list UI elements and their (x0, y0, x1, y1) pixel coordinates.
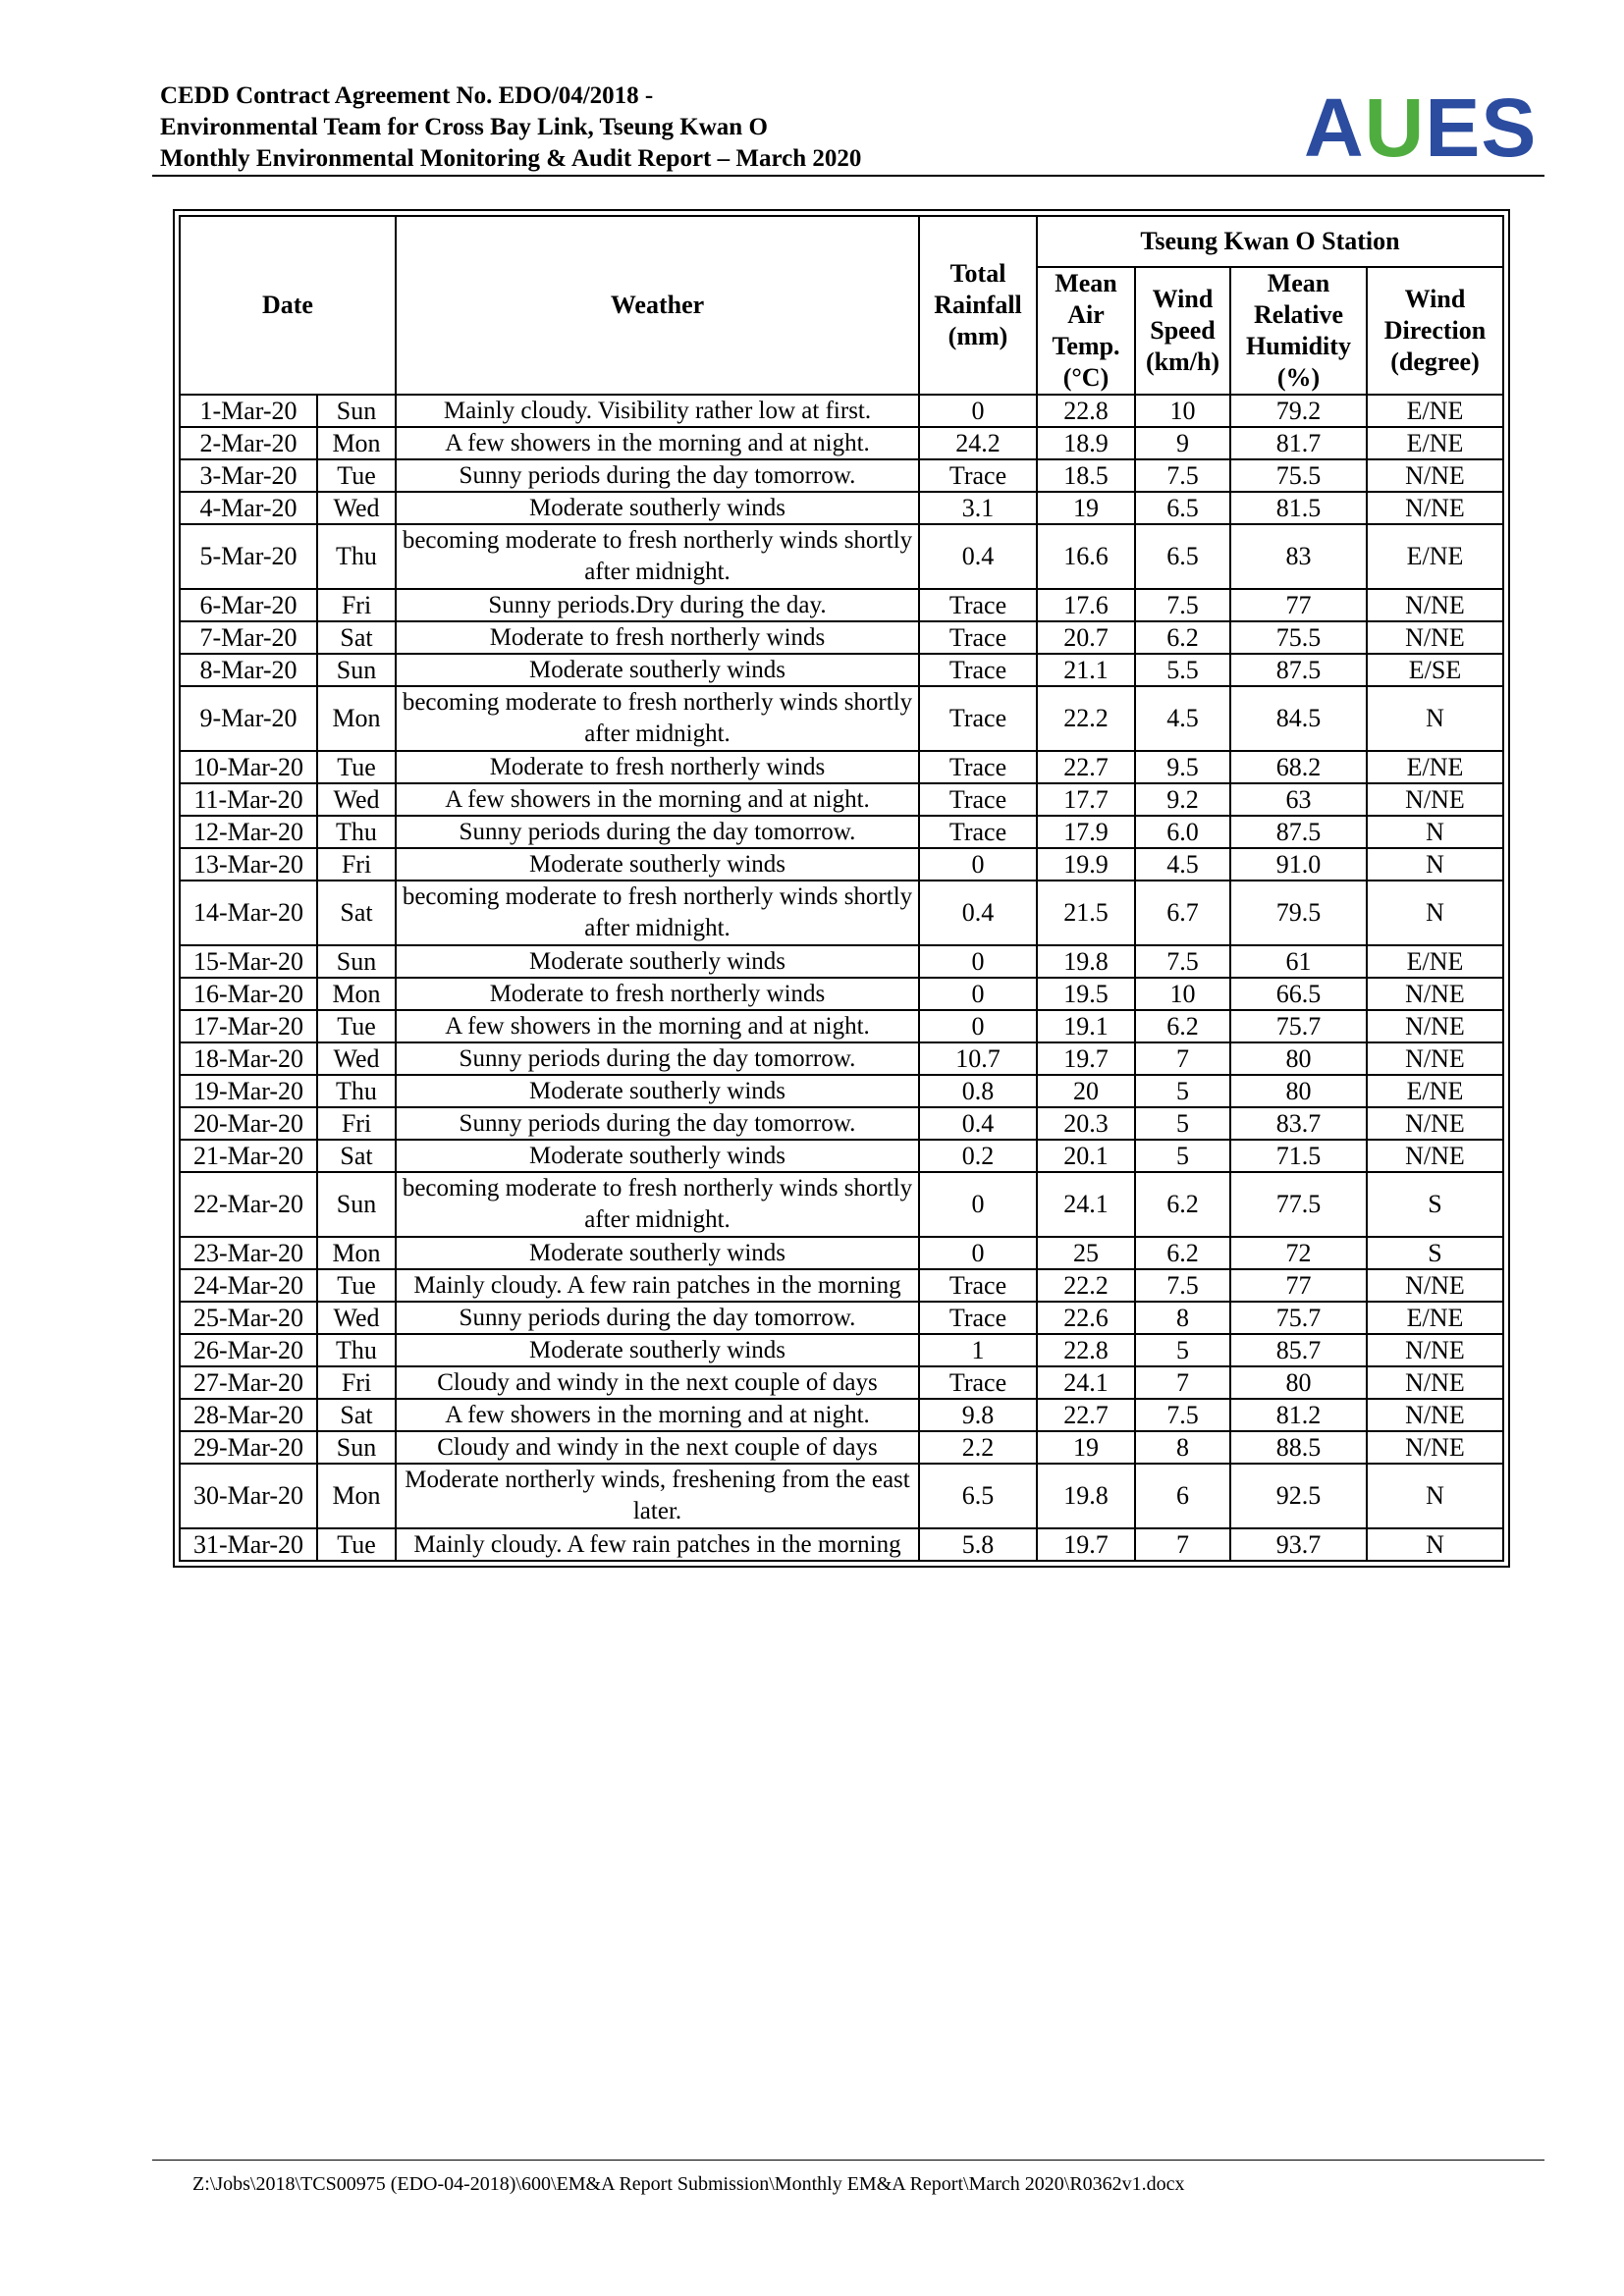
table-row (180, 816, 1503, 848)
cell-humidity: 77 (1230, 1269, 1367, 1302)
cell-wind-speed: 9 (1135, 427, 1230, 459)
cell-weather: Moderate to fresh northerly winds (396, 621, 919, 654)
cell-humidity: 72 (1230, 1237, 1367, 1269)
cell-temp: 17.9 (1037, 816, 1135, 848)
cell-weather: becoming moderate to fresh northerly winds shortly after midnight. (396, 1172, 919, 1237)
cell-wind-direction: E/NE (1367, 395, 1503, 427)
table-row (180, 589, 1503, 621)
cell-date: 18-Mar-20 (180, 1042, 317, 1075)
cell-weather: A few showers in the morning and at night. (396, 1399, 919, 1431)
cell-day: Sun (317, 1172, 396, 1237)
table-row (180, 1107, 1503, 1140)
header-temp: Mean Air Temp. (°C) (1037, 267, 1135, 395)
cell-wind-direction: N/NE (1367, 1269, 1503, 1302)
cell-humidity: 75.5 (1230, 621, 1367, 654)
cell-weather: becoming moderate to fresh northerly winds shortly after midnight. (396, 686, 919, 751)
cell-weather: Sunny periods during the day tomorrow. (396, 1107, 919, 1140)
cell-weather: Cloudy and windy in the next couple of days (396, 1366, 919, 1399)
cell-weather: Moderate northerly winds, freshening from the east later. (396, 1464, 919, 1528)
cell-temp: 20 (1037, 1075, 1135, 1107)
cell-day: Mon (317, 1237, 396, 1269)
cell-wind-speed: 7 (1135, 1528, 1230, 1561)
cell-temp: 19 (1037, 492, 1135, 524)
table-row (180, 783, 1503, 816)
cell-wind-speed: 5.5 (1135, 654, 1230, 686)
cell-wind-speed: 7.5 (1135, 589, 1230, 621)
table-row (180, 395, 1503, 427)
cell-date: 17-Mar-20 (180, 1010, 317, 1042)
cell-wind-direction: E/NE (1367, 1302, 1503, 1334)
cell-humidity: 83.7 (1230, 1107, 1367, 1140)
cell-date: 16-Mar-20 (180, 978, 317, 1010)
cell-day: Sun (317, 945, 396, 978)
cell-temp: 19.8 (1037, 1464, 1135, 1528)
cell-rainfall: 0.4 (919, 524, 1037, 589)
cell-rainfall: 2.2 (919, 1431, 1037, 1464)
cell-wind-speed: 9.2 (1135, 783, 1230, 816)
cell-weather: becoming moderate to fresh northerly winds shortly after midnight. (396, 524, 919, 589)
table-row (180, 1528, 1503, 1561)
cell-wind-speed: 7.5 (1135, 1399, 1230, 1431)
table-row (180, 1075, 1503, 1107)
cell-rainfall: 0 (919, 945, 1037, 978)
cell-temp: 22.8 (1037, 1334, 1135, 1366)
footer-divider (152, 2160, 1544, 2161)
cell-day: Thu (317, 1075, 396, 1107)
cell-temp: 19.7 (1037, 1528, 1135, 1561)
cell-wind-direction: N/NE (1367, 589, 1503, 621)
cell-wind-direction: S (1367, 1172, 1503, 1237)
cell-day: Thu (317, 524, 396, 589)
cell-rainfall: Trace (919, 1366, 1037, 1399)
cell-rainfall: 0.8 (919, 1075, 1037, 1107)
cell-day: Fri (317, 1107, 396, 1140)
cell-day: Wed (317, 783, 396, 816)
table-row (180, 1399, 1503, 1431)
cell-date: 25-Mar-20 (180, 1302, 317, 1334)
cell-date: 20-Mar-20 (180, 1107, 317, 1140)
cell-rainfall: 24.2 (919, 427, 1037, 459)
header-wind-direction: Wind Direction (degree) (1367, 267, 1503, 395)
cell-wind-direction: N/NE (1367, 459, 1503, 492)
weather-table (179, 215, 1504, 1562)
table-row (180, 1042, 1503, 1075)
cell-humidity: 88.5 (1230, 1431, 1367, 1464)
cell-temp: 24.1 (1037, 1172, 1135, 1237)
cell-temp: 20.1 (1037, 1140, 1135, 1172)
cell-temp: 19.7 (1037, 1042, 1135, 1075)
cell-temp: 21.1 (1037, 654, 1135, 686)
cell-temp: 18.5 (1037, 459, 1135, 492)
cell-weather: Moderate southerly winds (396, 654, 919, 686)
cell-day: Sat (317, 881, 396, 945)
cell-temp: 20.3 (1037, 1107, 1135, 1140)
cell-wind-direction: E/NE (1367, 1075, 1503, 1107)
cell-weather: Mainly cloudy. A few rain patches in the morning (396, 1528, 919, 1561)
cell-day: Thu (317, 816, 396, 848)
cell-rainfall: 3.1 (919, 492, 1037, 524)
cell-humidity: 81.5 (1230, 492, 1367, 524)
cell-rainfall: 0.4 (919, 1107, 1037, 1140)
cell-rainfall: 0 (919, 978, 1037, 1010)
cell-date: 1-Mar-20 (180, 395, 317, 427)
cell-wind-speed: 10 (1135, 395, 1230, 427)
cell-date: 23-Mar-20 (180, 1237, 317, 1269)
cell-wind-direction: E/NE (1367, 524, 1503, 589)
cell-wind-speed: 8 (1135, 1302, 1230, 1334)
cell-day: Wed (317, 492, 396, 524)
weather-table-frame (173, 209, 1510, 1568)
cell-wind-speed: 4.5 (1135, 686, 1230, 751)
cell-humidity: 80 (1230, 1366, 1367, 1399)
cell-rainfall: Trace (919, 654, 1037, 686)
table-row (180, 1140, 1503, 1172)
cell-temp: 22.2 (1037, 686, 1135, 751)
cell-humidity: 83 (1230, 524, 1367, 589)
weather-table-body (180, 395, 1503, 1561)
cell-wind-speed: 6.5 (1135, 492, 1230, 524)
cell-humidity: 77 (1230, 589, 1367, 621)
cell-date: 7-Mar-20 (180, 621, 317, 654)
cell-wind-direction: N/NE (1367, 1010, 1503, 1042)
header-station: Tseung Kwan O Station (1037, 216, 1503, 267)
cell-wind-speed: 4.5 (1135, 848, 1230, 881)
cell-day: Sat (317, 1399, 396, 1431)
cell-wind-direction: N/NE (1367, 1431, 1503, 1464)
cell-weather: Moderate southerly winds (396, 945, 919, 978)
cell-wind-direction: N (1367, 1464, 1503, 1528)
cell-date: 3-Mar-20 (180, 459, 317, 492)
cell-date: 4-Mar-20 (180, 492, 317, 524)
cell-rainfall: Trace (919, 459, 1037, 492)
footer-file-path: Z:\Jobs\2018\TCS00975 (EDO-04-2018)\600\EM&A Report Submission\Monthly EM&A Report\March 2020\R0362v1.docx (192, 2173, 1185, 2195)
table-row (180, 524, 1503, 589)
cell-date: 8-Mar-20 (180, 654, 317, 686)
cell-wind-speed: 5 (1135, 1140, 1230, 1172)
cell-wind-direction: N/NE (1367, 978, 1503, 1010)
cell-date: 10-Mar-20 (180, 751, 317, 783)
cell-humidity: 75.7 (1230, 1010, 1367, 1042)
cell-weather: Moderate southerly winds (396, 848, 919, 881)
cell-wind-speed: 6.2 (1135, 621, 1230, 654)
cell-humidity: 61 (1230, 945, 1367, 978)
cell-date: 24-Mar-20 (180, 1269, 317, 1302)
cell-weather: A few showers in the morning and at night. (396, 1010, 919, 1042)
cell-wind-speed: 9.5 (1135, 751, 1230, 783)
cell-wind-direction: E/NE (1367, 427, 1503, 459)
cell-date: 30-Mar-20 (180, 1464, 317, 1528)
cell-humidity: 79.2 (1230, 395, 1367, 427)
cell-date: 26-Mar-20 (180, 1334, 317, 1366)
table-row (180, 686, 1503, 751)
cell-weather: Cloudy and windy in the next couple of days (396, 1431, 919, 1464)
cell-day: Mon (317, 686, 396, 751)
cell-day: Sun (317, 654, 396, 686)
cell-day: Tue (317, 1269, 396, 1302)
cell-wind-direction: N (1367, 686, 1503, 751)
cell-wind-direction: E/SE (1367, 654, 1503, 686)
cell-rainfall: 10.7 (919, 1042, 1037, 1075)
cell-date: 29-Mar-20 (180, 1431, 317, 1464)
cell-weather: Sunny periods.Dry during the day. (396, 589, 919, 621)
cell-day: Mon (317, 427, 396, 459)
cell-temp: 19 (1037, 1431, 1135, 1464)
header-date: Date (180, 216, 396, 395)
table-row (180, 621, 1503, 654)
table-row (180, 427, 1503, 459)
cell-rainfall: Trace (919, 751, 1037, 783)
cell-rainfall: Trace (919, 621, 1037, 654)
header-weather: Weather (396, 216, 919, 395)
cell-date: 21-Mar-20 (180, 1140, 317, 1172)
cell-date: 19-Mar-20 (180, 1075, 317, 1107)
cell-day: Wed (317, 1042, 396, 1075)
cell-humidity: 75.5 (1230, 459, 1367, 492)
cell-day: Sat (317, 1140, 396, 1172)
cell-humidity: 77.5 (1230, 1172, 1367, 1237)
cell-date: 28-Mar-20 (180, 1399, 317, 1431)
cell-wind-direction: N/NE (1367, 492, 1503, 524)
table-row (180, 848, 1503, 881)
cell-temp: 19.8 (1037, 945, 1135, 978)
cell-humidity: 63 (1230, 783, 1367, 816)
header-rainfall: Total Rainfall (mm) (919, 216, 1037, 395)
cell-wind-speed: 7 (1135, 1366, 1230, 1399)
cell-temp: 18.9 (1037, 427, 1135, 459)
cell-temp: 19.5 (1037, 978, 1135, 1010)
cell-temp: 22.8 (1037, 395, 1135, 427)
table-row (180, 881, 1503, 945)
table-row (180, 459, 1503, 492)
cell-humidity: 91.0 (1230, 848, 1367, 881)
cell-wind-speed: 6.2 (1135, 1237, 1230, 1269)
cell-weather: A few showers in the morning and at night. (396, 783, 919, 816)
cell-wind-speed: 5 (1135, 1107, 1230, 1140)
table-row (180, 1334, 1503, 1366)
cell-date: 6-Mar-20 (180, 589, 317, 621)
cell-wind-direction: E/NE (1367, 751, 1503, 783)
table-row (180, 1237, 1503, 1269)
cell-temp: 19.9 (1037, 848, 1135, 881)
cell-wind-speed: 7.5 (1135, 459, 1230, 492)
table-row (180, 1172, 1503, 1237)
header-humidity: Mean Relative Humidity (%) (1230, 267, 1367, 395)
cell-day: Tue (317, 751, 396, 783)
table-row (180, 945, 1503, 978)
cell-rainfall: Trace (919, 686, 1037, 751)
header-divider (152, 175, 1544, 177)
cell-wind-direction: N/NE (1367, 1107, 1503, 1140)
cell-date: 5-Mar-20 (180, 524, 317, 589)
cell-day: Sun (317, 395, 396, 427)
table-row (180, 492, 1503, 524)
cell-wind-direction: N/NE (1367, 621, 1503, 654)
cell-day: Mon (317, 978, 396, 1010)
header-report-line: Monthly Environmental Monitoring & Audit Report – March 2020 (160, 145, 862, 172)
cell-wind-speed: 8 (1135, 1431, 1230, 1464)
cell-wind-direction: N (1367, 881, 1503, 945)
cell-weather: Sunny periods during the day tomorrow. (396, 816, 919, 848)
table-row (180, 1464, 1503, 1528)
cell-wind-speed: 6.2 (1135, 1172, 1230, 1237)
cell-date: 22-Mar-20 (180, 1172, 317, 1237)
cell-wind-direction: N/NE (1367, 1366, 1503, 1399)
cell-wind-speed: 7.5 (1135, 1269, 1230, 1302)
table-row (180, 1269, 1503, 1302)
table-row (180, 978, 1503, 1010)
cell-temp: 20.7 (1037, 621, 1135, 654)
cell-wind-speed: 6.7 (1135, 881, 1230, 945)
cell-wind-direction: N (1367, 1528, 1503, 1561)
cell-wind-speed: 7.5 (1135, 945, 1230, 978)
cell-day: Wed (317, 1302, 396, 1334)
cell-wind-direction: N (1367, 816, 1503, 848)
header-project-line: Environmental Team for Cross Bay Link, Tseung Kwan O (160, 114, 768, 140)
cell-temp: 24.1 (1037, 1366, 1135, 1399)
cell-rainfall: Trace (919, 589, 1037, 621)
cell-temp: 16.6 (1037, 524, 1135, 589)
cell-weather: Moderate southerly winds (396, 492, 919, 524)
cell-wind-direction: N/NE (1367, 1042, 1503, 1075)
cell-wind-direction: N/NE (1367, 783, 1503, 816)
cell-humidity: 71.5 (1230, 1140, 1367, 1172)
cell-temp: 22.2 (1037, 1269, 1135, 1302)
cell-rainfall: 6.5 (919, 1464, 1037, 1528)
cell-date: 13-Mar-20 (180, 848, 317, 881)
cell-humidity: 66.5 (1230, 978, 1367, 1010)
cell-day: Fri (317, 1366, 396, 1399)
cell-humidity: 75.7 (1230, 1302, 1367, 1334)
cell-temp: 22.6 (1037, 1302, 1135, 1334)
cell-rainfall: 9.8 (919, 1399, 1037, 1431)
cell-day: Tue (317, 1010, 396, 1042)
cell-temp: 25 (1037, 1237, 1135, 1269)
cell-rainfall: Trace (919, 816, 1037, 848)
aues-logo: AUES (1304, 81, 1538, 174)
cell-weather: Moderate to fresh northerly winds (396, 978, 919, 1010)
cell-wind-speed: 6.0 (1135, 816, 1230, 848)
cell-temp: 19.1 (1037, 1010, 1135, 1042)
cell-temp: 21.5 (1037, 881, 1135, 945)
cell-day: Tue (317, 1528, 396, 1561)
header-contract-line: CEDD Contract Agreement No. EDO/04/2018 - (160, 82, 654, 109)
cell-rainfall: 5.8 (919, 1528, 1037, 1561)
cell-temp: 22.7 (1037, 751, 1135, 783)
cell-wind-direction: N/NE (1367, 1399, 1503, 1431)
cell-day: Mon (317, 1464, 396, 1528)
cell-wind-direction: N/NE (1367, 1334, 1503, 1366)
cell-humidity: 81.2 (1230, 1399, 1367, 1431)
cell-date: 9-Mar-20 (180, 686, 317, 751)
cell-rainfall: Trace (919, 1302, 1037, 1334)
cell-rainfall: Trace (919, 1269, 1037, 1302)
cell-day: Tue (317, 459, 396, 492)
table-row (180, 654, 1503, 686)
cell-humidity: 81.7 (1230, 427, 1367, 459)
cell-date: 15-Mar-20 (180, 945, 317, 978)
cell-weather: becoming moderate to fresh northerly winds shortly after midnight. (396, 881, 919, 945)
cell-day: Sat (317, 621, 396, 654)
cell-wind-speed: 7 (1135, 1042, 1230, 1075)
cell-humidity: 68.2 (1230, 751, 1367, 783)
cell-wind-speed: 6.5 (1135, 524, 1230, 589)
cell-wind-speed: 10 (1135, 978, 1230, 1010)
cell-weather: Mainly cloudy. Visibility rather low at first. (396, 395, 919, 427)
cell-rainfall: 0.4 (919, 881, 1037, 945)
cell-humidity: 87.5 (1230, 816, 1367, 848)
cell-date: 27-Mar-20 (180, 1366, 317, 1399)
cell-weather: Moderate southerly winds (396, 1237, 919, 1269)
cell-weather: Sunny periods during the day tomorrow. (396, 1302, 919, 1334)
cell-rainfall: 0 (919, 1010, 1037, 1042)
cell-weather: Moderate to fresh northerly winds (396, 751, 919, 783)
cell-rainfall: 0 (919, 848, 1037, 881)
cell-humidity: 80 (1230, 1042, 1367, 1075)
cell-rainfall: 0.2 (919, 1140, 1037, 1172)
cell-date: 12-Mar-20 (180, 816, 317, 848)
cell-temp: 22.7 (1037, 1399, 1135, 1431)
cell-weather: A few showers in the morning and at night. (396, 427, 919, 459)
table-row (180, 1010, 1503, 1042)
cell-weather: Mainly cloudy. A few rain patches in the morning (396, 1269, 919, 1302)
cell-rainfall: 0 (919, 1237, 1037, 1269)
cell-wind-direction: N (1367, 848, 1503, 881)
cell-day: Fri (317, 589, 396, 621)
cell-humidity: 85.7 (1230, 1334, 1367, 1366)
cell-humidity: 92.5 (1230, 1464, 1367, 1528)
cell-humidity: 80 (1230, 1075, 1367, 1107)
cell-weather: Moderate southerly winds (396, 1140, 919, 1172)
cell-wind-direction: E/NE (1367, 945, 1503, 978)
cell-day: Fri (317, 848, 396, 881)
cell-humidity: 79.5 (1230, 881, 1367, 945)
table-row (180, 751, 1503, 783)
cell-humidity: 93.7 (1230, 1528, 1367, 1561)
cell-date: 11-Mar-20 (180, 783, 317, 816)
cell-humidity: 84.5 (1230, 686, 1367, 751)
cell-wind-speed: 6 (1135, 1464, 1230, 1528)
cell-wind-direction: S (1367, 1237, 1503, 1269)
cell-wind-speed: 5 (1135, 1075, 1230, 1107)
cell-wind-speed: 5 (1135, 1334, 1230, 1366)
cell-rainfall: Trace (919, 783, 1037, 816)
header-wind-speed: Wind Speed (km/h) (1135, 267, 1230, 395)
cell-date: 31-Mar-20 (180, 1528, 317, 1561)
cell-weather: Moderate southerly winds (396, 1075, 919, 1107)
cell-rainfall: 0 (919, 1172, 1037, 1237)
table-row (180, 1431, 1503, 1464)
cell-humidity: 87.5 (1230, 654, 1367, 686)
cell-rainfall: 1 (919, 1334, 1037, 1366)
cell-weather: Sunny periods during the day tomorrow. (396, 1042, 919, 1075)
cell-day: Thu (317, 1334, 396, 1366)
cell-date: 14-Mar-20 (180, 881, 317, 945)
cell-rainfall: 0 (919, 395, 1037, 427)
cell-day: Sun (317, 1431, 396, 1464)
cell-date: 2-Mar-20 (180, 427, 317, 459)
cell-weather: Sunny periods during the day tomorrow. (396, 459, 919, 492)
table-row (180, 1366, 1503, 1399)
cell-wind-direction: N/NE (1367, 1140, 1503, 1172)
cell-temp: 17.7 (1037, 783, 1135, 816)
cell-temp: 17.6 (1037, 589, 1135, 621)
table-row (180, 1302, 1503, 1334)
cell-weather: Moderate southerly winds (396, 1334, 919, 1366)
cell-wind-speed: 6.2 (1135, 1010, 1230, 1042)
